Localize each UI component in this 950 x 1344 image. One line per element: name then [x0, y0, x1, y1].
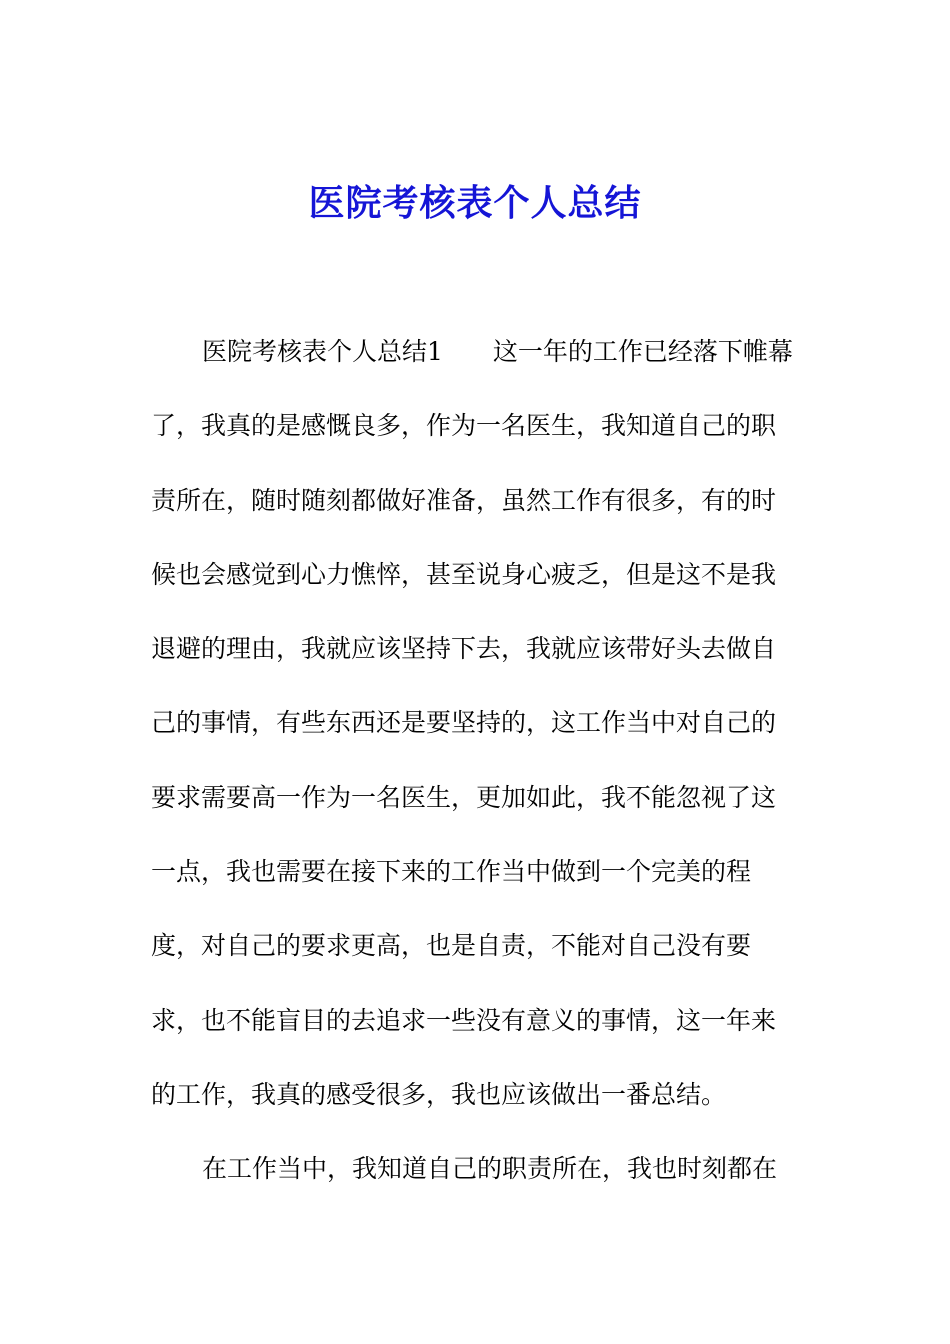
paragraph-line: 度，对自己的要求更高，也是自责，不能对自己没有要: [151, 931, 752, 961]
paragraph-line: 的工作，我真的感受很多，我也应该做出一番总结。: [151, 1079, 727, 1109]
paragraph-line: 责所在，随时随刻都做好准备，虽然工作有很多，有的时: [151, 485, 777, 515]
document-body: [151, 327, 811, 1219]
section-heading: 医院考核表个人总结1: [202, 337, 443, 366]
paragraph-line: 候也会感觉到心力憔悴，甚至说身心疲乏，但是这不是我: [151, 559, 777, 589]
paragraph-line: 己的事情，有些东西还是要坚持的，这工作当中对自己的: [151, 708, 777, 738]
paragraph-line: 退避的理由，我就应该坚持下去，我就应该带好头去做自: [151, 634, 777, 664]
paragraph-line: 一点，我也需要在接下来的工作当中做到一个完美的程: [151, 857, 752, 887]
paragraph-line: 要求需要高一作为一名医生，更加如此，我不能忽视了这: [151, 782, 777, 812]
line-text: 这一年的工作已经落下帷幕: [492, 337, 793, 366]
paragraph-line: 在工作当中，我知道自己的职责所在，我也时刻都在: [202, 1154, 778, 1184]
paragraph-line: 求，也不能盲目的去追求一些没有意义的事情，这一年来: [151, 1005, 777, 1035]
document-title: 医院考核表个人总结: [308, 182, 642, 224]
paragraph-line: 了，我真的是感慨良多，作为一名医生，我知道自己的职: [151, 411, 777, 441]
paragraph-line: [151, 327, 811, 401]
